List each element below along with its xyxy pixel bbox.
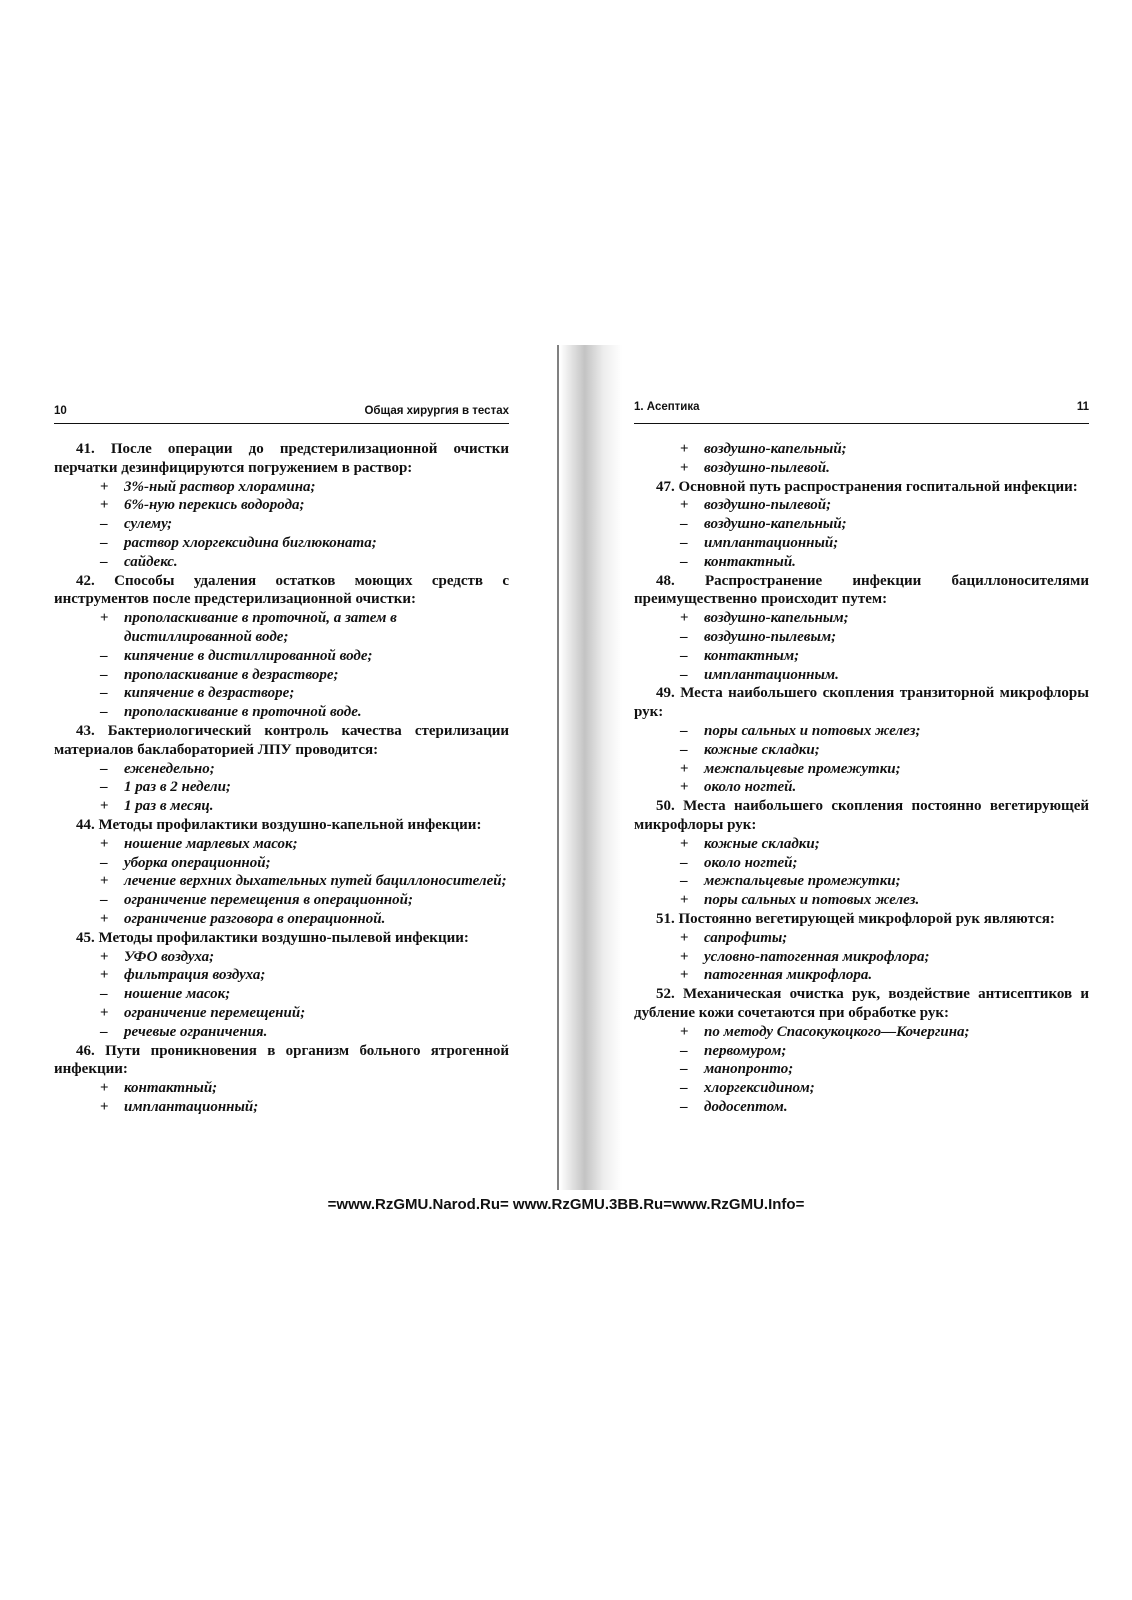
- answer-mark: +: [680, 497, 689, 514]
- answer-mark: +: [100, 835, 109, 852]
- book-gutter-line: [557, 345, 559, 1190]
- answer-option: [100, 553, 509, 572]
- question-number: 47.: [656, 478, 675, 495]
- answer-text: 6%-ную перекись водорода;: [124, 497, 305, 514]
- answer-option: [100, 1004, 509, 1023]
- answer-mark: +: [100, 1098, 109, 1115]
- answer-option: [100, 684, 509, 703]
- answer-text: поры сальных и потовых желез.: [704, 892, 920, 909]
- answer-option: [100, 797, 509, 816]
- answer-text: контактным;: [704, 647, 800, 664]
- question-text: Основной путь распространения госпитальной инфекции:: [678, 478, 1078, 495]
- answer-text: раствор хлоргексидина биглюконата;: [124, 534, 377, 551]
- answer-mark: +: [100, 910, 109, 927]
- answer-option: [680, 1079, 1089, 1098]
- answer-text: ограничение перемещения в операционной;: [124, 892, 413, 909]
- question-text: Методы профилактики воздушно-капельной инфекции:: [98, 816, 482, 833]
- answer-text: еженедельно;: [124, 760, 215, 777]
- question: [54, 1042, 509, 1080]
- answer-mark: –: [100, 534, 108, 551]
- answer-mark: –: [680, 1080, 688, 1097]
- answer-option: [100, 760, 509, 779]
- answer-mark: –: [100, 516, 108, 533]
- answer-option: [100, 1098, 509, 1117]
- answer-mark: +: [100, 798, 109, 815]
- answer-mark: –: [680, 628, 688, 645]
- answer-text: манопронто;: [704, 1061, 794, 1078]
- answer-mark: –: [100, 760, 108, 777]
- question-number: 52.: [656, 986, 675, 1003]
- page-number-right: 11: [1076, 401, 1089, 413]
- question: [634, 910, 1089, 929]
- answer-mark: –: [680, 666, 688, 683]
- answer-option: [100, 854, 509, 873]
- question-number: 51.: [656, 910, 675, 927]
- question-text: Распространение инфекции бациллоносителями преимущественно происходит путем:: [634, 572, 1090, 608]
- answer-option: [100, 948, 509, 967]
- right-page: [634, 401, 1090, 1117]
- answer-option: [680, 609, 1089, 628]
- answer-option: [680, 628, 1089, 647]
- question-number: 45.: [76, 929, 95, 946]
- answer-mark: –: [680, 722, 688, 739]
- answer-mark: +: [100, 948, 109, 965]
- answer-mark: +: [100, 967, 109, 984]
- question: [54, 722, 509, 760]
- answer-text: 1 раз в месяц.: [124, 798, 214, 815]
- left-running-head: [54, 405, 509, 424]
- question-number: 42.: [76, 572, 95, 589]
- answer-mark: +: [100, 610, 109, 627]
- answer-option: [100, 666, 509, 685]
- answer-mark: –: [100, 647, 108, 664]
- answer-text: имплантационный;: [704, 534, 839, 551]
- answer-mark: +: [680, 948, 689, 965]
- answer-text: ограничение перемещений;: [124, 1004, 306, 1021]
- answer-option: [100, 985, 509, 1004]
- question-number: 44.: [76, 816, 95, 833]
- answer-text: кожные складки;: [704, 835, 820, 852]
- answer-text: прополаскивание в дезрастворе;: [124, 666, 339, 683]
- answer-option: [100, 609, 509, 647]
- question-number: 43.: [76, 722, 95, 739]
- answer-text: УФО воздуха;: [124, 948, 215, 965]
- answer-mark: +: [100, 1080, 109, 1097]
- answer-text: сулему;: [124, 516, 173, 533]
- answer-option: [680, 440, 1089, 459]
- answer-text: фильтрация воздуха;: [124, 967, 266, 984]
- answer-text: прополаскивание в проточной воде.: [124, 704, 362, 721]
- left-page: [54, 405, 509, 1117]
- answer-text: ношение марлевых масок;: [124, 835, 298, 852]
- answer-option: [100, 872, 509, 891]
- answer-text: кипячение в дезрастворе;: [124, 685, 295, 702]
- answer-option: [680, 1098, 1089, 1117]
- question-number: 48.: [656, 572, 675, 589]
- answer-mark: +: [680, 967, 689, 984]
- answer-mark: +: [100, 1004, 109, 1021]
- question: [634, 985, 1089, 1023]
- answer-mark: +: [680, 892, 689, 909]
- answer-mark: –: [680, 1098, 688, 1115]
- answer-mark: –: [100, 553, 108, 570]
- answer-text: сайдекс.: [124, 553, 178, 570]
- footer-url-line: =www.RzGMU.Narod.Ru= www.RzGMU.3BB.Ru=www.RzGMU.Info=: [327, 1196, 805, 1213]
- answer-text: контактный.: [704, 553, 796, 570]
- question-text: Механическая очистка рук, воздействие антисептиков и дубление кожи сочетаются при обработке рук:: [634, 986, 1089, 1021]
- answer-mark: –: [100, 854, 108, 871]
- answer-text: воздушно-капельным;: [704, 610, 849, 627]
- running-title-left: Общая хирургия в тестах: [364, 405, 509, 417]
- answer-mark: +: [100, 497, 109, 514]
- answer-mark: +: [680, 441, 689, 457]
- answer-option: [100, 647, 509, 666]
- answer-option: [100, 703, 509, 722]
- answer-text: около ногтей;: [704, 854, 798, 871]
- answer-option: [680, 496, 1089, 515]
- answer-option: [100, 515, 509, 534]
- answer-text: воздушно-пылевой;: [704, 497, 832, 514]
- answer-mark: –: [100, 779, 108, 796]
- answer-option: [680, 647, 1089, 666]
- answer-option: [680, 741, 1089, 760]
- answer-option: [680, 553, 1089, 572]
- answer-mark: –: [680, 741, 688, 758]
- left-page-body: [54, 440, 509, 1117]
- answer-mark: +: [680, 459, 689, 476]
- answer-text: 1 раз в 2 недели;: [124, 779, 231, 796]
- answer-option: [100, 534, 509, 553]
- book-binding-shadow: [560, 345, 622, 1190]
- answer-mark: –: [100, 704, 108, 721]
- question: [54, 572, 509, 610]
- question-text: Методы профилактики воздушно-пылевой инфекции:: [98, 929, 469, 946]
- answer-option: [680, 835, 1089, 854]
- answer-mark: –: [100, 685, 108, 702]
- answer-text: условно-патогенная микрофлора;: [704, 948, 930, 965]
- answer-text: межпальцевые промежутки;: [704, 873, 901, 890]
- answer-mark: –: [100, 1023, 108, 1040]
- question-text: После операции до предстерилизационной очистки перчатки дезинфицируются погружением в раствор:: [54, 441, 509, 476]
- right-running-head: [634, 401, 1089, 424]
- answer-option: [100, 835, 509, 854]
- answer-text: ограничение разговора в операционной.: [124, 910, 386, 927]
- answer-option: [680, 891, 1089, 910]
- answer-option: [680, 1060, 1089, 1079]
- answer-option: [680, 1042, 1089, 1061]
- answer-text: хлоргексидином;: [704, 1080, 815, 1097]
- answer-text: межпальцевые промежутки;: [704, 760, 901, 777]
- answer-text: кипячение в дистиллированной воде;: [124, 647, 373, 664]
- question-text: Бактериологический контроль качества стерилизации материалов баклабораторией ЛПУ проводится:: [54, 722, 509, 758]
- answer-text: кожные складки;: [704, 741, 820, 758]
- answer-text: 3%-ный раствор хлорамина;: [124, 478, 316, 495]
- question: [634, 797, 1089, 835]
- answer-option: [680, 534, 1089, 553]
- answer-text: воздушно-капельный;: [704, 516, 847, 533]
- question: [634, 572, 1089, 610]
- answer-mark: +: [680, 779, 689, 796]
- answer-option: [100, 891, 509, 910]
- answer-option: [680, 1023, 1089, 1042]
- question-text: Способы удаления остатков моющих средств с инструментов после предстерилизационной очистки:: [54, 572, 510, 608]
- answer-option: [100, 1023, 509, 1042]
- answer-mark: +: [100, 873, 109, 890]
- question: [54, 440, 509, 478]
- question-number: 41.: [76, 441, 95, 457]
- answer-option: [100, 478, 509, 497]
- answer-option: [680, 760, 1089, 779]
- answer-text: додосептом.: [704, 1098, 788, 1115]
- answer-text: около ногтей.: [704, 779, 797, 796]
- answer-mark: +: [680, 835, 689, 852]
- question-number: 50.: [656, 798, 675, 815]
- answer-mark: –: [100, 986, 108, 1003]
- answer-option: [100, 778, 509, 797]
- answer-option: [100, 496, 509, 515]
- answer-option: [680, 722, 1089, 741]
- answer-mark: –: [100, 666, 108, 683]
- page-number-left: 10: [54, 405, 67, 417]
- answer-mark: –: [680, 1061, 688, 1078]
- answer-option: [680, 966, 1089, 985]
- answer-text: речевые ограничения.: [124, 1023, 268, 1040]
- answer-text: первомуром;: [704, 1042, 787, 1059]
- answer-mark: –: [680, 647, 688, 664]
- answer-option: [680, 459, 1089, 478]
- answer-mark: –: [680, 534, 688, 551]
- answer-text: по методу Спасокукоцкого—Кочергина;: [704, 1023, 970, 1040]
- question-text: Места наибольшего скопления транзиторной микрофлоры рук:: [634, 685, 1089, 721]
- answer-mark: +: [680, 610, 689, 627]
- answer-text: воздушно-капельный;: [704, 441, 847, 457]
- question: [54, 816, 509, 835]
- answer-option: [680, 872, 1089, 891]
- answer-mark: –: [680, 873, 688, 890]
- question-text: Места наибольшего скопления постоянно вегетирующей микрофлоры рук:: [634, 798, 1090, 833]
- answer-option: [680, 666, 1089, 685]
- answer-option: [680, 929, 1089, 948]
- answer-mark: +: [680, 1023, 689, 1040]
- answer-mark: +: [680, 760, 689, 777]
- answer-option: [100, 966, 509, 985]
- answer-text: прополаскивание в проточной, а затем в дистиллированной воде;: [124, 610, 397, 645]
- answer-text: ношение масок;: [124, 986, 231, 1003]
- answer-text: контактный;: [124, 1080, 218, 1097]
- question-number: 46.: [76, 1042, 95, 1059]
- question-text: Пути проникновения в организм больного ятрогенной инфекции:: [54, 1042, 509, 1078]
- question-text: Постоянно вегетирующей микрофлорой рук являются:: [678, 910, 1055, 927]
- answer-mark: –: [680, 516, 688, 533]
- answer-option: [680, 515, 1089, 534]
- answer-text: патогенная микрофлора.: [704, 967, 873, 984]
- answer-text: имплантационным.: [704, 666, 839, 683]
- answer-mark: –: [680, 854, 688, 871]
- question: [634, 684, 1089, 722]
- answer-text: воздушно-пылевой.: [704, 459, 830, 476]
- answer-option: [680, 948, 1089, 967]
- right-page-body: [634, 440, 1089, 1117]
- answer-option: [680, 778, 1089, 797]
- answer-mark: –: [680, 553, 688, 570]
- answer-option: [100, 1079, 509, 1098]
- question: [54, 929, 509, 948]
- answer-mark: –: [100, 892, 108, 909]
- answer-mark: +: [100, 478, 109, 495]
- question-number: 49.: [656, 685, 675, 702]
- running-title-right: 1. Асептика: [634, 401, 700, 413]
- answer-text: имплантационный;: [124, 1098, 259, 1115]
- answer-text: уборка операционной;: [124, 854, 271, 871]
- answer-text: лечение верхних дыхательных путей бациллоносителей;: [124, 873, 507, 890]
- question: [634, 478, 1089, 497]
- answer-option: [100, 910, 509, 929]
- answer-text: воздушно-пылевым;: [704, 628, 837, 645]
- answer-mark: +: [680, 929, 689, 946]
- answer-text: поры сальных и потовых желез;: [704, 722, 921, 739]
- answer-option: [680, 854, 1089, 873]
- answer-text: сапрофиты;: [704, 929, 788, 946]
- answer-mark: –: [680, 1042, 688, 1059]
